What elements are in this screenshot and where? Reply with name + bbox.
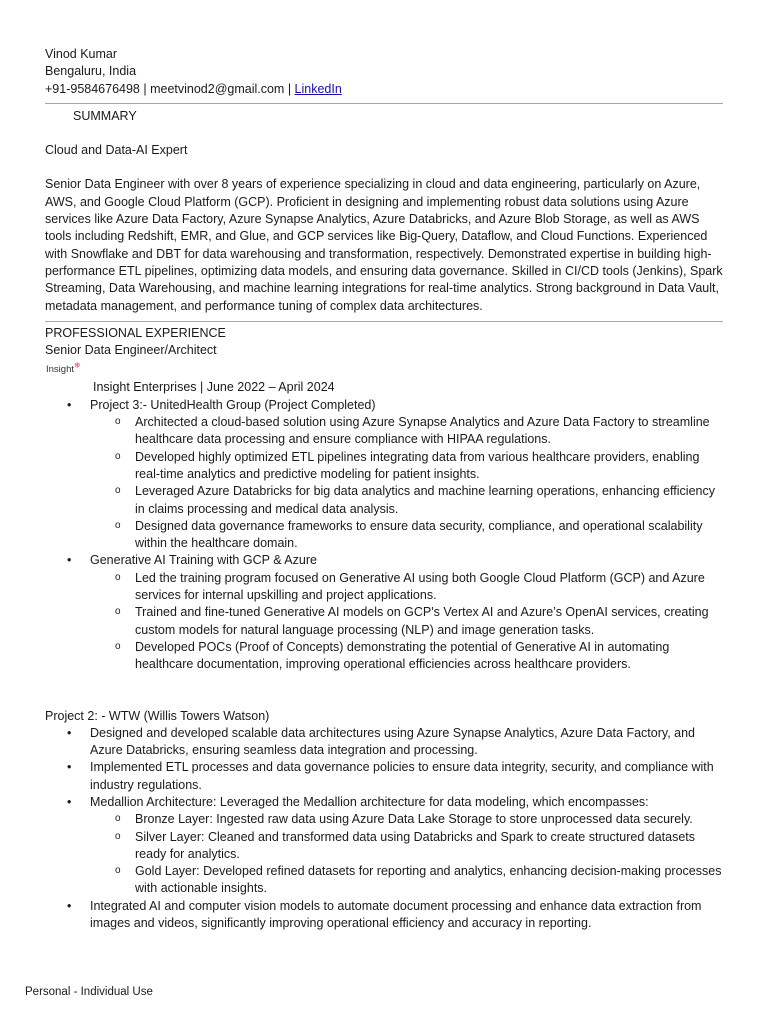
list-item: o Developed POCs (Proof of Concepts) demonstrating the potential of Generative AI in automating healthcare documentation, improving operational efficiencies across healthcare providers. (45, 639, 723, 674)
list-item: • Implemented ETL processes and data governance policies to ensure data integrity, security, and compliance with industry regulations. (45, 759, 723, 794)
genai-bullets (45, 570, 723, 674)
list-item (45, 397, 723, 553)
candidate-name: Vinod Kumar (45, 47, 118, 61)
list-item: o Led the training program focused on Generative AI using both Google Cloud Platform (GCP) and Azure services for internal upskilling and project applications. (45, 570, 723, 605)
experience-heading: PROFESSIONAL EXPERIENCE (45, 325, 226, 340)
candidate-location: Bengaluru, India (45, 64, 137, 79)
contact-text: +91-9584676498 | meetvinod2@gmail.com | (45, 81, 295, 96)
project-title: Generative AI Training with GCP & Azure (90, 553, 317, 568)
linkedin-link[interactable]: LinkedIn (294, 81, 342, 96)
list-item: o Developed highly optimized ETL pipelines integrating data from various healthcare providers, enabling real-time analytics and predictive modeling for patient insights. (45, 449, 723, 484)
contact-line (45, 81, 723, 98)
list-item: o Gold Layer: Developed refined datasets for reporting and analytics, enhancing decision-making processes with actionable insights. (45, 863, 723, 898)
project2-list (45, 725, 723, 933)
divider (45, 321, 723, 322)
footer-label: Personal - Individual Use (25, 986, 153, 998)
resume-page (45, 46, 723, 932)
list-item: • Designed and developed scalable data architectures using Azure Synapse Analytics, Azure Data Factory, and Azure Databricks, ensuring seamless data integration and processing. (45, 725, 723, 760)
list-item (45, 552, 723, 673)
divider (45, 103, 723, 104)
insight-logo: Insight❄ (46, 361, 81, 376)
role-title: Senior Data Engineer/Architect (45, 343, 217, 358)
company-logo-row (45, 359, 723, 379)
summary-paragraph: Senior Data Engineer with over 8 years of experience specializing in cloud and data engineering, particularly on Azure, AWS, and Google Cloud Platform (GCP). Proficient in designing and implementing robust data solutions using Azure services like Azure Data Factory, Azure Synapse Analytics, Azure Databricks, and Azure Blob Storage, as well as AWS tools including Redshift, EMR, and Glue, and GCP services like Big-Query, Dataflow, and Cloud Functions. Experienced with Snowflake and DBT for data warehousing and transformation, respectively. Demonstrated expertise in building high-performance ETL pipelines, optimizing data models, and ensuring data governance. Skilled in CI/CD tools (Jenkins), Spark Streaming, Data Warehousing, and machine learning integrations for real-time analytics. Strong background in Data Vault, metadata management, and performance tuning of complex data architectures. (45, 177, 723, 313)
list-item: o Architected a cloud-based solution using Azure Synapse Analytics and Azure Data Factory to streamline healthcare data processing and ensure compliance with HIPAA regulations. (45, 414, 723, 449)
company-line: Insight Enterprises | June 2022 – April 2024 (93, 380, 335, 395)
list-item: o Bronze Layer: Ingested raw data using Azure Data Lake Storage to store unprocessed data securely. (45, 811, 723, 828)
summary-heading: SUMMARY (73, 108, 137, 123)
project3-list (45, 397, 723, 674)
project3-bullets (45, 414, 723, 552)
medallion-intro: Medallion Architecture: Leveraged the Medallion architecture for data modeling, which encompasses: (90, 794, 649, 809)
list-item (45, 794, 723, 898)
list-item: o Trained and fine-tuned Generative AI models on GCP's Vertex AI and Azure’s OpenAI services, creating custom models for natural language processing (NLP) and image generation tasks. (45, 604, 723, 639)
list-item: • Integrated AI and computer vision models to automate document processing and enhance data extraction from images and videos, significantly improving operational efficiency and accuracy in reporting. (45, 898, 723, 933)
list-item: o Leveraged Azure Databricks for big data analytics and machine learning operations, enhancing efficiency in claims processing and medical data analysis. (45, 483, 723, 518)
medallion-layers (45, 811, 723, 897)
list-item: o Silver Layer: Cleaned and transformed data using Databricks and Spark to create structured datasets ready for analytics. (45, 829, 723, 864)
project2-title: Project 2: - WTW (Willis Towers Watson) (45, 708, 270, 723)
project-title: Project 3:- UnitedHealth Group (Project Completed) (90, 397, 376, 412)
list-item: o Designed data governance frameworks to ensure data security, compliance, and operational scalability within the healthcare domain. (45, 518, 723, 553)
summary-tagline: Cloud and Data-AI Expert (45, 143, 188, 158)
